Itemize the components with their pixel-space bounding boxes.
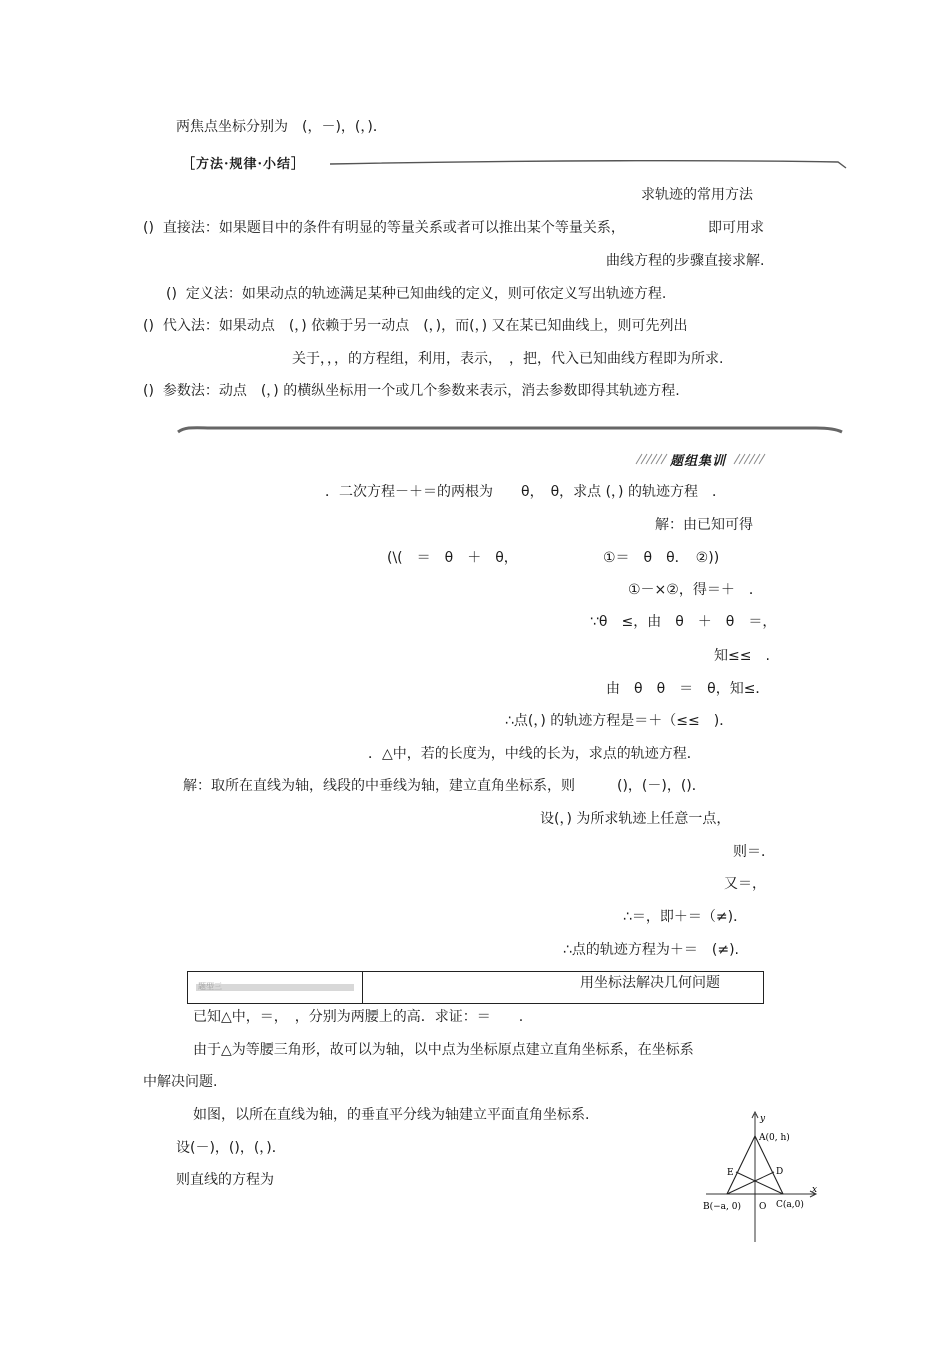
problem1-solution-intro: 解：由已知可得 bbox=[655, 517, 753, 533]
method-direct-tail: 即可用求 bbox=[708, 220, 764, 236]
problem3-analysis: 由于△为等腰三角形，故可以为轴，以中点为坐标原点建立直角坐标系，在坐标系 bbox=[193, 1042, 694, 1058]
problem1-step3: ∵θ ≤，由 θ ＋ θ ＝， bbox=[590, 614, 777, 630]
topic-box-title: 用坐标法解决几何问题 bbox=[580, 975, 720, 991]
method-substitution: () 代入法：如果动点 (，) 依赖于另一动点 (，)，而(，) 又在某已知曲线上，则可先列出 bbox=[143, 318, 688, 334]
topic-box-label: 题型三 bbox=[198, 982, 222, 991]
problem1-system-2: ①＝ θ θ． ②)) bbox=[603, 550, 720, 566]
group-header bbox=[634, 450, 770, 468]
method-substitution-cont: 关于，，，的方程组，利用，表示， ，把，代入已知曲线方程即为所求. bbox=[292, 351, 724, 367]
topic-box-label-cell bbox=[188, 972, 363, 1003]
point-b-label: B(−a, 0) bbox=[703, 1202, 741, 1212]
point-a-label: A(0, h) bbox=[759, 1133, 790, 1143]
method-direct-cont: 曲线方程的步骤直接求解. bbox=[606, 253, 765, 269]
problem2-step4: ∴＝，即＋＝（≠)． bbox=[623, 909, 748, 925]
problem1-system-1: (\( ＝ θ ＋ θ， bbox=[387, 550, 518, 566]
intro-line: 两焦点坐标分别为 (，－)，(，)． bbox=[176, 119, 387, 135]
point-c-label: C(a,0) bbox=[776, 1200, 804, 1210]
problem1-question: ．二次方程－＋＝的两根为 θ， θ，求点 (，) 的轨迹方程 ． bbox=[325, 484, 726, 500]
method-title: 求轨迹的常用方法 bbox=[641, 187, 753, 203]
method-header: ［方法·规律·小结］ bbox=[182, 157, 306, 172]
altitude-bd bbox=[727, 1172, 774, 1194]
x-axis-label: x bbox=[812, 1185, 818, 1195]
problem3-proof-intro: 如图，以所在直线为轴，的垂直平分线为轴建立平面直角坐标系. bbox=[193, 1107, 590, 1123]
point-d-label: D bbox=[776, 1167, 784, 1177]
problem1-step4: 知≤≤ . bbox=[714, 648, 770, 664]
problem3-proof-line: 则直线的方程为 bbox=[176, 1172, 274, 1188]
origin-label: O bbox=[759, 1202, 767, 1212]
problem2-step3: 又＝， bbox=[724, 876, 766, 892]
method-direct: () 直接法：如果题目中的条件有明显的等量关系或者可以推出某个等量关系， bbox=[143, 220, 625, 236]
group-header-label: 题组集训 bbox=[670, 454, 727, 469]
hatch-left-icon bbox=[634, 453, 672, 465]
problem3-proof-coords: 设(－)，()，(，)． bbox=[176, 1140, 286, 1156]
problem2-question: ．△中，若的长度为，中线的长为，求点的轨迹方程． bbox=[368, 746, 701, 762]
problem2-step2: 则＝． bbox=[733, 844, 775, 860]
problem3-analysis-cont: 中解决问题. bbox=[143, 1074, 218, 1090]
header-separator bbox=[330, 158, 848, 170]
problem1-step2: ①－×②，得＝＋ ． bbox=[628, 582, 763, 598]
y-axis-label: y bbox=[760, 1114, 766, 1124]
triangle-figure bbox=[700, 1108, 824, 1246]
problem1-conclusion: ∴点(，) 的轨迹方程是＝＋（≤≤ )． bbox=[505, 713, 734, 729]
method-box-bottom bbox=[176, 424, 844, 436]
problem3-question: 已知△中，＝， ，分别为两腰上的高．求证：＝ . bbox=[193, 1009, 524, 1025]
method-definition: () 定义法：如果动点的轨迹满足某种已知曲线的定义，则可依定义写出轨迹方程. bbox=[166, 286, 667, 302]
hatch-right-icon bbox=[732, 453, 770, 465]
problem2-conclusion: ∴点的轨迹方程为＋＝ (≠). bbox=[563, 942, 740, 958]
topic-box bbox=[187, 971, 764, 1004]
problem2-step1: 设(，) 为所求轨迹上任意一点， bbox=[540, 811, 731, 827]
method-parameter: () 参数法：动点 (，) 的横纵坐标用一个或几个参数来表示，消去参数即得其轨迹方程. bbox=[143, 383, 680, 399]
problem1-step5: 由 θ θ ＝ θ，知≤． bbox=[606, 681, 770, 697]
problem2-solution: 解：取所在直线为轴，线段的中垂线为轴，建立直角坐标系，则 ()，(－)，()． bbox=[183, 778, 706, 794]
point-e-label: E bbox=[727, 1168, 734, 1178]
